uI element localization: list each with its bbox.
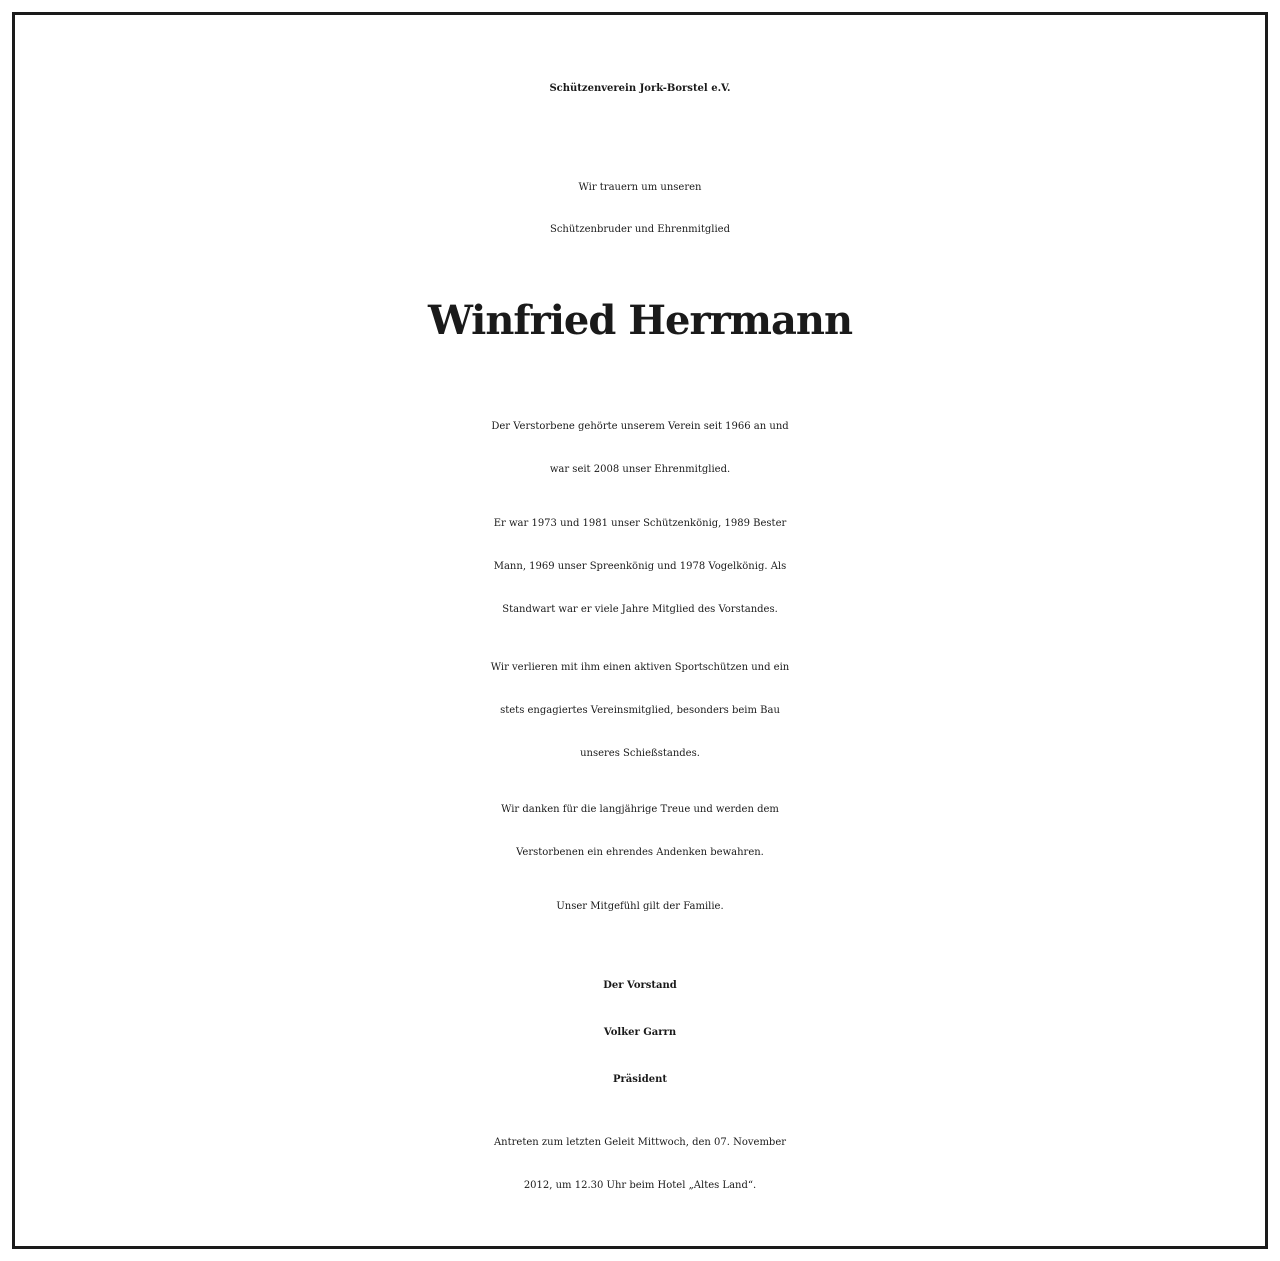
text-line: Standwart war er viele Jahre Mitglied des Vorstandes.: [502, 604, 778, 615]
deceased-name: Winfried Herrmann: [427, 297, 853, 344]
text-line: Er war 1973 und 1981 unser Schützenkönig, 1989 Bester: [493, 518, 787, 529]
signature-role: Präsident: [613, 1074, 667, 1085]
intro-line: Wir trauern um unseren: [578, 182, 702, 193]
text-line: Mann, 1969 unser Spreenkönig und 1978 Vogelkönig. Als: [493, 561, 787, 572]
organization-name: Schützenverein Jork-Borstel e.V.: [549, 83, 731, 94]
text-line: war seit 2008 unser Ehrenmitglied.: [549, 464, 731, 475]
text-line: Unser Mitgefühl gilt der Familie.: [556, 901, 724, 912]
funeral-info: [15, 1121, 1265, 1207]
intro-line: Schützenbruder und Ehrenmitglied: [549, 224, 731, 235]
text-line: unseres Schießstandes.: [580, 748, 700, 759]
paragraph-thanks: [15, 788, 1265, 874]
signature-person: Volker Garrn: [603, 1027, 677, 1038]
paragraph-loss: [15, 646, 1265, 775]
signature-block: [15, 962, 1265, 1103]
obituary-notice: [12, 12, 1268, 1249]
text-line: stets engagiertes Vereinsmitglied, besonders beim Bau: [500, 705, 780, 716]
paragraph-condolence: [15, 885, 1265, 928]
text-line: Wir verlieren mit ihm einen aktiven Sportschützen und ein: [490, 662, 790, 673]
text-line: Verstorbenen ein ehrendes Andenken bewahren.: [516, 847, 764, 858]
intro-text: [15, 167, 1265, 251]
text-line: 2012, um 12.30 Uhr beim Hotel „Altes Land“.: [523, 1180, 757, 1191]
text-line: Der Verstorbene gehörte unserem Verein seit 1966 an und: [491, 421, 789, 432]
paragraph-titles: [15, 502, 1265, 631]
text-line: Wir danken für die langjährige Treue und werden dem: [501, 804, 779, 815]
text-line: Antreten zum letzten Geleit Mittwoch, den 07. November: [493, 1137, 787, 1148]
signature-body: Der Vorstand: [603, 980, 677, 991]
paragraph-membership: [15, 405, 1265, 491]
